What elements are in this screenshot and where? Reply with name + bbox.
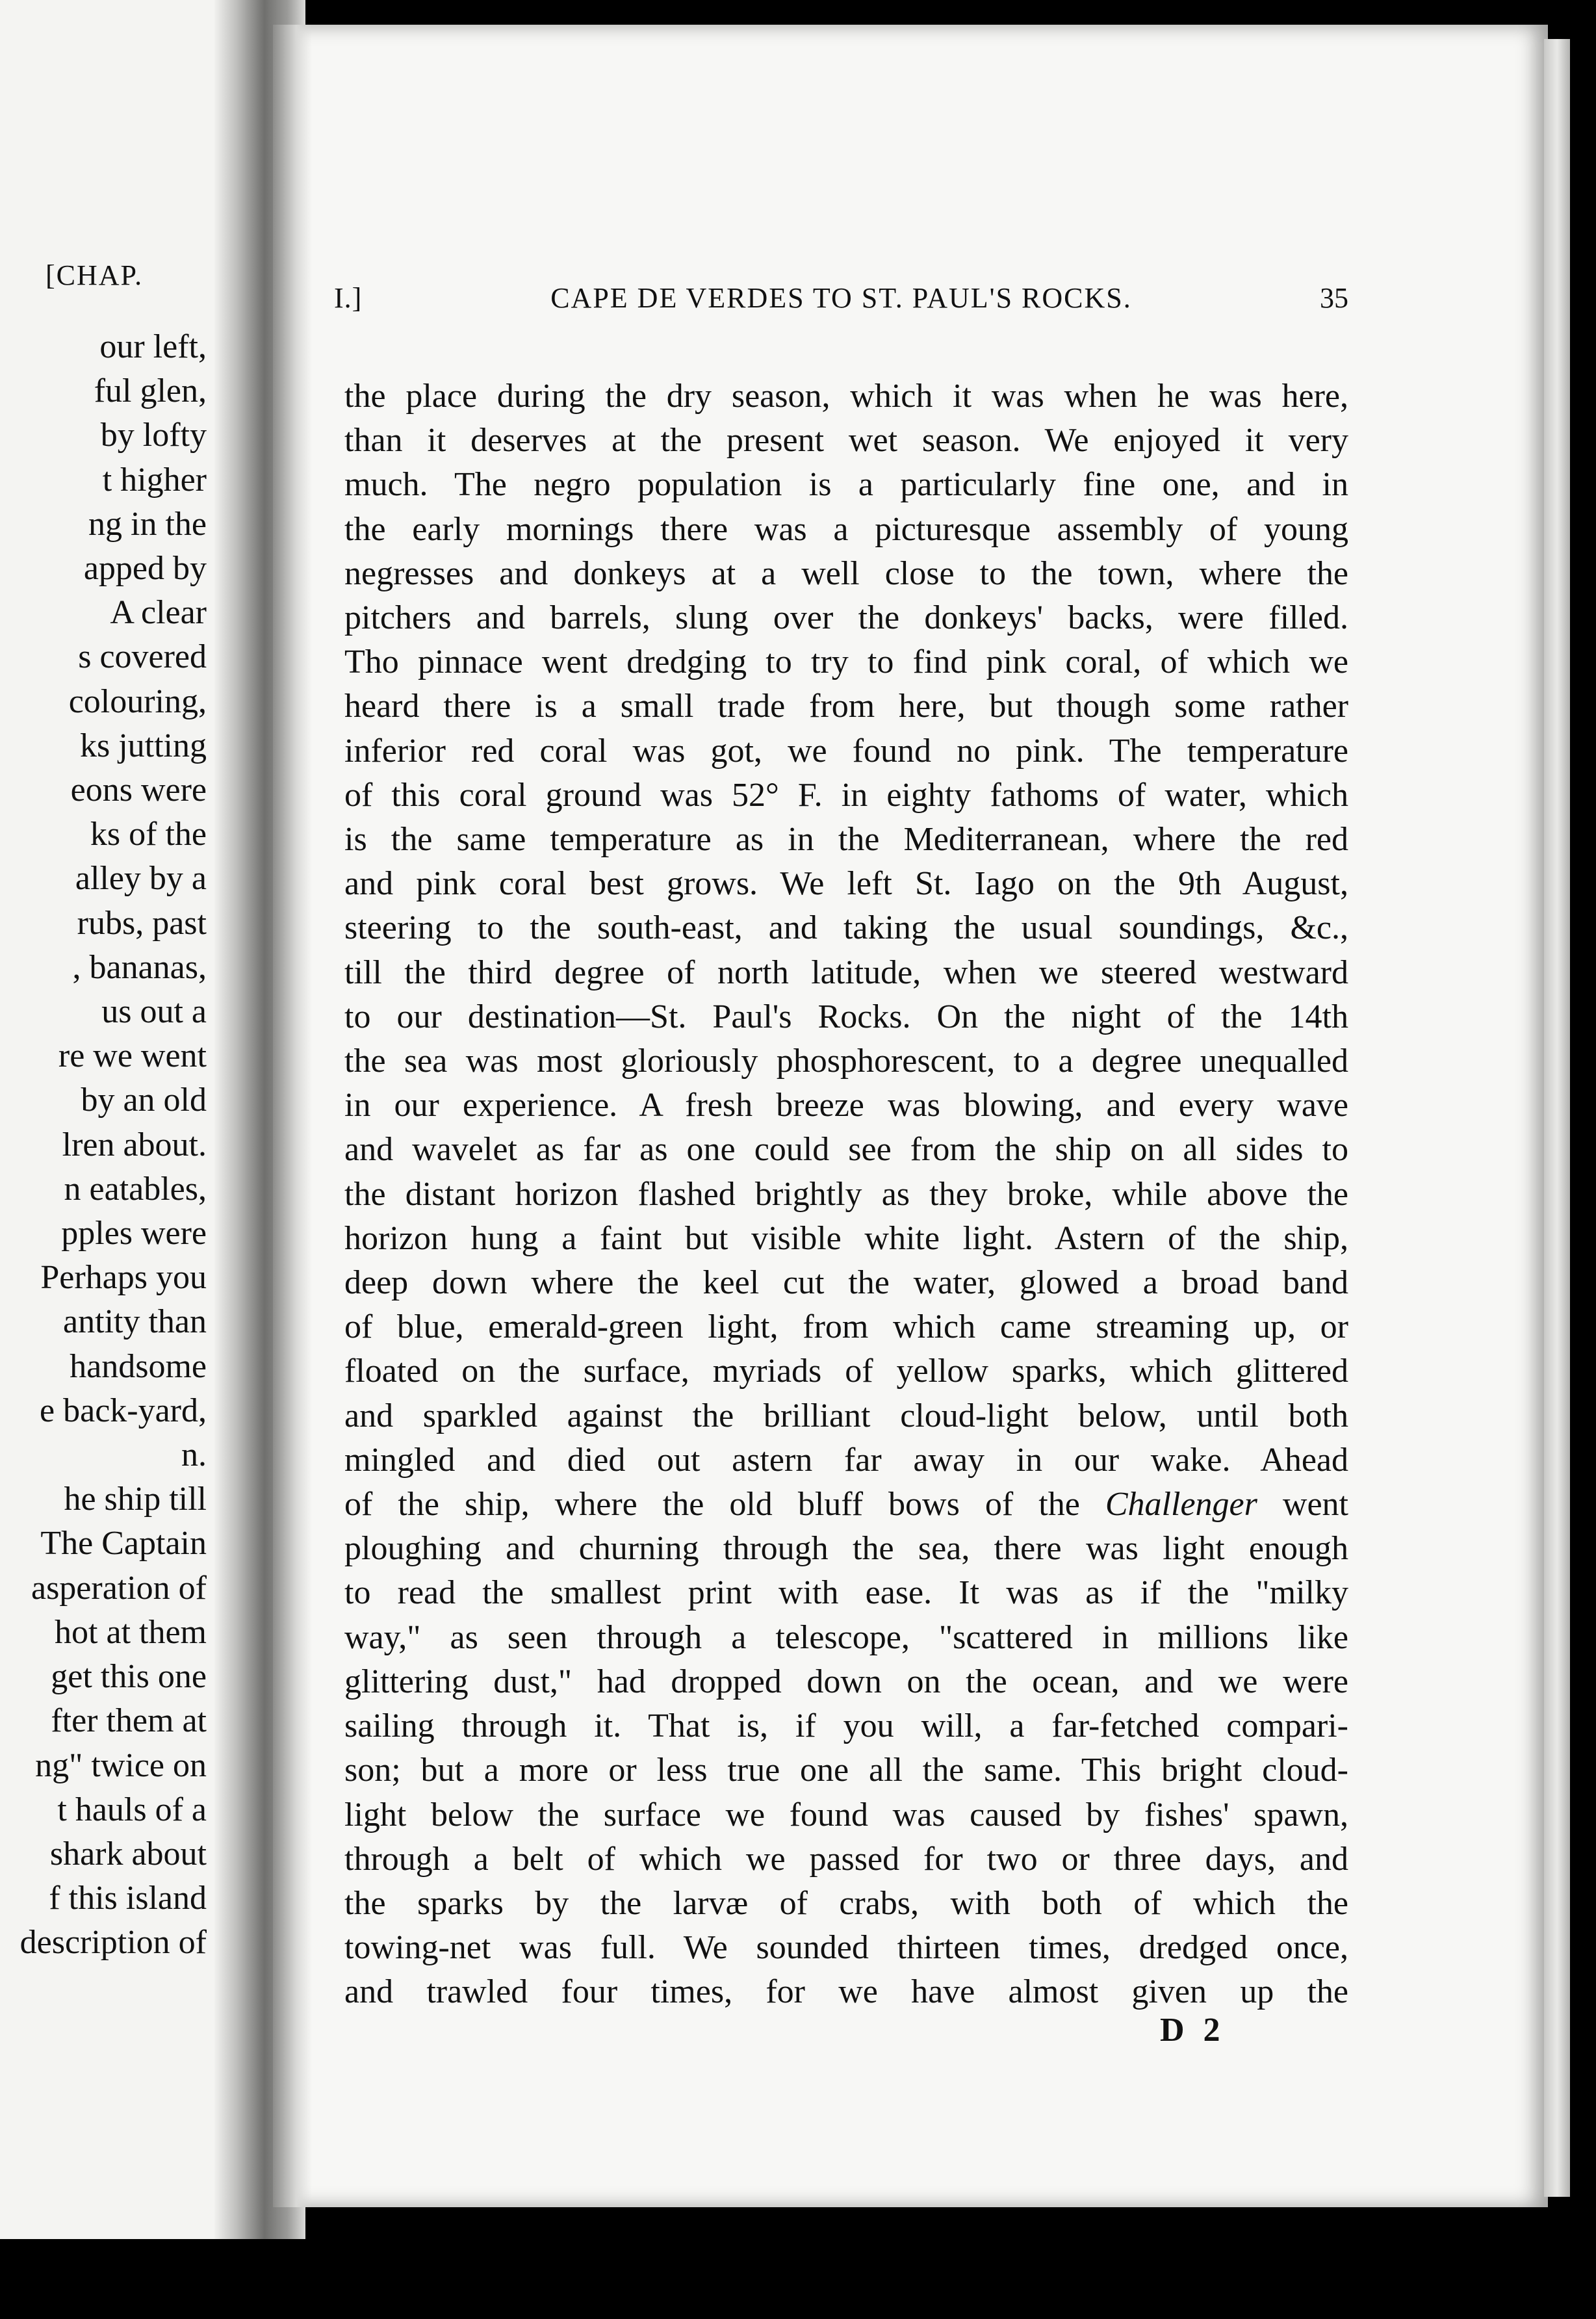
left-line: pples were	[61, 1215, 207, 1252]
left-line: t hauls of a	[57, 1791, 207, 1828]
body-text	[344, 374, 1348, 2015]
text-line: to read the smallest print with ease. It was as if the "milky	[344, 1574, 1348, 1612]
left-line: he ship till	[64, 1481, 207, 1518]
text-line: the place during the dry season, which it was when he was here,	[344, 378, 1348, 415]
text-line: inferior red coral was got, we found no pink. The temperature	[344, 732, 1348, 770]
text-line: son; but a more or less true one all the same. This bright cloud-	[344, 1752, 1348, 1789]
left-page-header: [CHAP.	[45, 259, 144, 291]
left-line: us out a	[101, 993, 207, 1031]
text-line: way," as seen through a telescope, "scattered in millions like	[344, 1618, 1348, 1656]
text-line: steering to the south-east, and taking the usual soundings, &c.,	[344, 909, 1348, 947]
text-line: than it deserves at the present wet season. We enjoyed it very	[344, 422, 1348, 460]
chapter-marker: I.]	[334, 282, 363, 314]
text-line: through a belt of which we passed for two or three days, and	[344, 1840, 1348, 1878]
text-line: much. The negro population is a particularly fine one, and in	[344, 466, 1348, 504]
text-line: light below the surface we found was caused by fishes' spawn,	[344, 1796, 1348, 1833]
left-page-text	[20, 325, 207, 1965]
left-line: colouring,	[68, 682, 207, 720]
text-line	[344, 1483, 1348, 1527]
left-line: get this one	[51, 1658, 207, 1696]
text-line: of this coral ground was 52° F. in eighty fathoms of water, which	[344, 776, 1348, 814]
left-line: description of	[19, 1924, 207, 1962]
page-edge	[1544, 39, 1570, 2197]
left-line: shark about	[49, 1835, 207, 1872]
text-line: pitchers and barrels, slung over the donkeys' backs, were filled.	[344, 599, 1348, 637]
text-line: and pink coral best grows. We left St. Iago on the 9th August,	[344, 865, 1348, 903]
text-line: till the third degree of north latitude, when we steered westward	[344, 953, 1348, 991]
left-line: s covered	[78, 638, 207, 676]
left-line: e back-yard,	[40, 1392, 207, 1429]
left-line: f this island	[49, 1880, 207, 1917]
text-line: ploughing and churning through the sea, there was light enough	[344, 1530, 1348, 1568]
text-line: negresses and donkeys at a well close to the town, where the	[344, 554, 1348, 592]
text-line: the sparks by the larvæ of crabs, with both of which the	[344, 1884, 1348, 1922]
ship-name: Challenger	[1105, 1486, 1257, 1523]
left-line: alley by a	[75, 860, 207, 898]
left-line: eons were	[70, 771, 207, 809]
left-line: ks jutting	[79, 727, 207, 764]
left-line: n.	[181, 1436, 207, 1474]
left-line: A clear	[110, 594, 207, 632]
signature-mark: D 2	[1160, 2012, 1226, 2049]
left-line: ks of the	[90, 816, 207, 853]
running-title: CAPE DE VERDES TO ST. PAUL'S ROCKS.	[550, 282, 1132, 314]
left-line: handsome	[70, 1347, 207, 1385]
left-line: Perhaps you	[40, 1259, 207, 1297]
text-line: the early mornings there was a picturesque assembly of young	[344, 510, 1348, 548]
text-line: horizon hung a faint but visible white light. Astern of the ship,	[344, 1219, 1348, 1257]
left-line: lren about.	[62, 1126, 207, 1163]
left-line: rubs, past	[77, 904, 207, 942]
scan-border	[0, 2239, 1596, 2319]
text-line: and wavelet as far as one could see from the ship on all sides to	[344, 1131, 1348, 1169]
text-line: is the same temperature as in the Mediterranean, where the red	[344, 821, 1348, 859]
main-page	[273, 25, 1548, 2207]
left-line: asperation of	[31, 1569, 207, 1607]
text-line: to our destination—St. Paul's Rocks. On the night of the 14th	[344, 998, 1348, 1035]
text-line: Tho pinnace went dredging to try to find pink coral, of which we	[344, 643, 1348, 681]
left-line: ng" twice on	[35, 1746, 207, 1784]
text-line: floated on the surface, myriads of yellow sparks, which glittered	[344, 1353, 1348, 1390]
left-line: antity than	[63, 1303, 207, 1341]
left-line: n eatables,	[64, 1170, 207, 1208]
text-line: heard there is a small trade from here, but though some rather	[344, 688, 1348, 725]
running-head	[334, 281, 1348, 320]
left-line: by lofty	[100, 417, 207, 454]
text-line: mingled and died out astern far away in our wake. Ahead	[344, 1441, 1348, 1479]
text-line: deep down where the keel cut the water, glowed a broad band	[344, 1264, 1348, 1302]
left-line: our left,	[99, 328, 207, 365]
text-line-part: of the ship, where the old bluff bows of the	[344, 1486, 1080, 1523]
text-line: the distant horizon flashed brightly as they broke, while above the	[344, 1175, 1348, 1213]
text-line-part: went	[1282, 1486, 1349, 1523]
text-line: glittering dust," had dropped down on the ocean, and we were	[344, 1663, 1348, 1700]
left-line: ng in the	[88, 505, 207, 543]
left-line: by an old	[81, 1082, 207, 1119]
text-line: in our experience. A fresh breeze was blowing, and every wave	[344, 1087, 1348, 1124]
left-page	[0, 0, 227, 2239]
page-number: 35	[1320, 282, 1348, 314]
text-line: towing-net was full. We sounded thirteen times, dredged once,	[344, 1929, 1348, 1967]
text-line: of blue, emerald-green light, from which came streaming up, or	[344, 1308, 1348, 1346]
left-line: fter them at	[51, 1702, 207, 1740]
left-line: The Captain	[40, 1525, 207, 1562]
text-line: the sea was most gloriously phosphorescent, to a degree unequalled	[344, 1043, 1348, 1080]
text-line: sailing through it. That is, if you will, a far-fetched compari-	[344, 1707, 1348, 1745]
left-line: re we went	[58, 1037, 207, 1075]
text-line: and sparkled against the brilliant cloud-light below, until both	[344, 1397, 1348, 1434]
left-line: t higher	[102, 461, 207, 499]
left-line: hot at them	[55, 1613, 207, 1651]
left-line: apped by	[83, 550, 207, 588]
left-line: ful glen,	[94, 372, 207, 410]
text-line: and trawled four times, for we have almost given up the	[344, 1973, 1348, 2011]
left-line: , bananas,	[72, 948, 207, 986]
